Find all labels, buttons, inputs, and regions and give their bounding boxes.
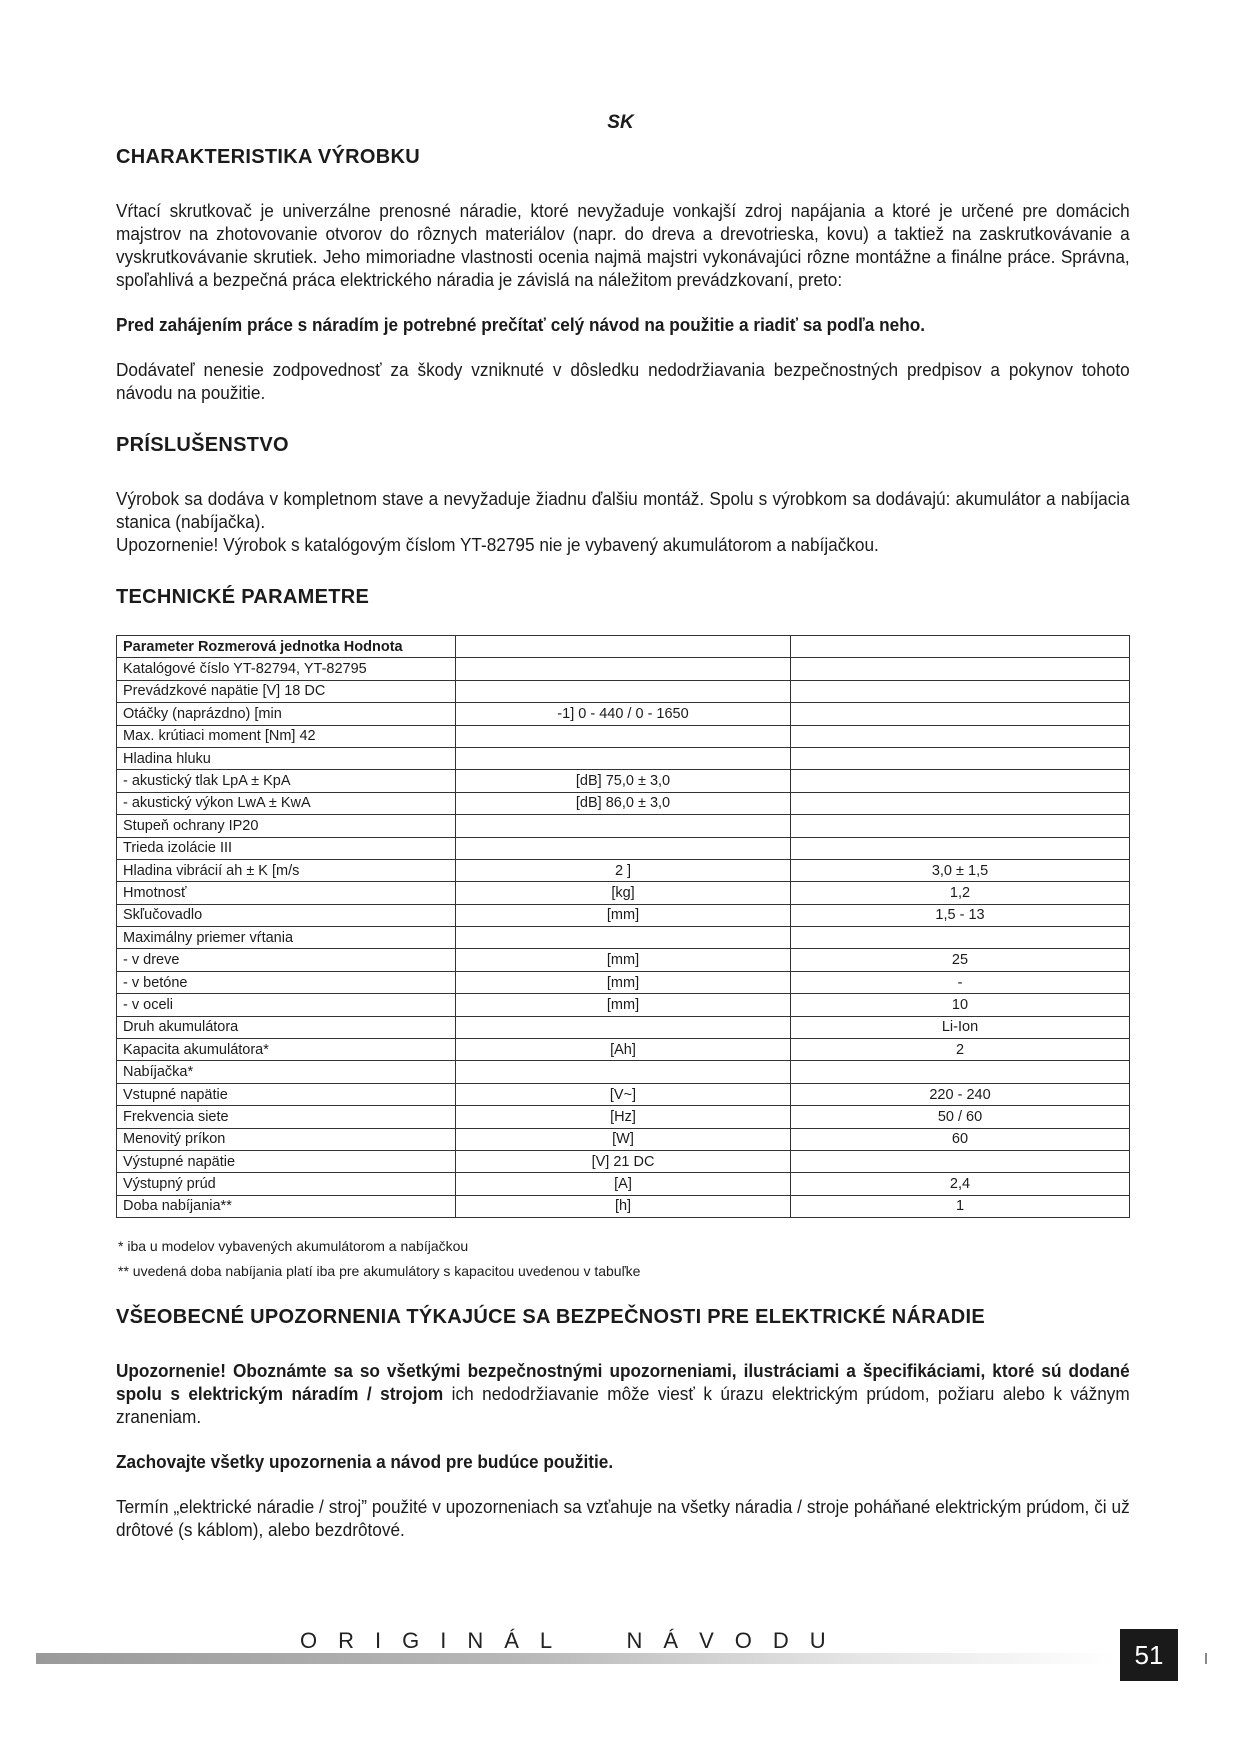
table-cell: 60: [791, 1128, 1130, 1150]
table-cell: Frekvencia siete: [117, 1106, 456, 1128]
table-cell: - v betóne: [117, 971, 456, 993]
table-cell: [791, 927, 1130, 949]
accessories-title: PRÍSLUŠENSTVO: [116, 434, 289, 456]
table-row: [117, 882, 1130, 904]
table-cell: Otáčky (naprázdno) [min: [117, 703, 456, 725]
table-cell: [456, 837, 791, 859]
table-row: [117, 1016, 1130, 1038]
table-cell: [456, 927, 791, 949]
characteristics-paragraph: Vŕtací skrutkovač je univerzálne prenosné náradie, ktoré nevyžaduje vonkajší zdroj napájania a ktoré je určené pre domácich majstrov na zhotovovanie otvorov do rôznych materiálov (napr. do dreva a drevotrieska, kovu) a taktiež na zaskrutkovávanie a vyskrutkovávanie skrutiek. Jeho mimoriadne vlastnosti ocenia najmä majstri vykonávajúci rôzne montážne a finálne práce. Správna, spoľahlivá a bezpečná práca elektrického náradia je závislá na náležitom prevádzkovaní, preto:: [116, 200, 1130, 290]
table-cell: [mm]: [456, 904, 791, 926]
table-cell: [456, 658, 791, 680]
table-cell: Doba nabíjania**: [117, 1195, 456, 1217]
table-cell: Kapacita akumulátora*: [117, 1039, 456, 1061]
table-cell: Maximálny priemer vŕtania: [117, 927, 456, 949]
language-code: SK: [607, 112, 634, 133]
table-cell: [dB] 86,0 ± 3,0: [456, 792, 791, 814]
table-cell: Prevádzkové napätie [V] 18 DC: [117, 680, 456, 702]
safety-warning-bold: Upozornenie! Oboznámte sa so všetkými bezpečnostnými upozorneniami, ilustráciami a špecifikáciami, ktoré sú dodané spolu s elektrickým náradím / strojom: [116, 1360, 1130, 1405]
table-cell: [791, 636, 1130, 658]
table-row: [117, 1083, 1130, 1105]
table-row: [117, 1173, 1130, 1195]
table-cell: Skľučovadlo: [117, 904, 456, 926]
table-cell: [V~]: [456, 1083, 791, 1105]
table-cell: 25: [791, 949, 1130, 971]
table-row: [117, 1106, 1130, 1128]
table-cell: [V] 21 DC: [456, 1150, 791, 1172]
table-row: [117, 636, 1130, 658]
table-cell: - v dreve: [117, 949, 456, 971]
table-cell: Druh akumulátora: [117, 1016, 456, 1038]
table-cell: 1,2: [791, 882, 1130, 904]
table-cell: 10: [791, 994, 1130, 1016]
table-cell: -: [791, 971, 1130, 993]
page-number: 51: [1120, 1629, 1178, 1681]
table-cell: Vstupné napätie: [117, 1083, 456, 1105]
table-cell: Menovitý príkon: [117, 1128, 456, 1150]
table-cell: [mm]: [456, 994, 791, 1016]
table-cell: [456, 1061, 791, 1083]
table-cell: [456, 680, 791, 702]
table-cell: [W]: [456, 1128, 791, 1150]
table-cell: Hmotnosť: [117, 882, 456, 904]
table-cell: Hladina vibrácií ah ± K [m/s: [117, 859, 456, 881]
keep-instructions: Zachovajte všetky upozornenia a návod pre budúce použitie.: [116, 1451, 614, 1473]
accessories-paragraph: Výrobok sa dodáva v kompletnom stave a nevyžaduje žiadnu ďalšiu montáž. Spolu s výrobkom sa dodávajú: akumulátor a nabíjacia stanica (nabíjačka).: [116, 488, 1130, 532]
table-cell: [791, 1061, 1130, 1083]
table-cell: 220 - 240: [791, 1083, 1130, 1105]
supplier-liability-paragraph: Dodávateľ nenesie zodpovednosť za škody vzniknuté v dôsledku nedodržiavania bezpečnostných predpisov a pokynov tohoto návodu na použitie.: [116, 359, 1130, 403]
table-cell: [mm]: [456, 971, 791, 993]
table-cell: Nabíjačka*: [117, 1061, 456, 1083]
table-cell: Max. krútiaci moment [Nm] 42: [117, 725, 456, 747]
table-cell: [456, 815, 791, 837]
table-cell: [791, 792, 1130, 814]
characteristics-title: CHARAKTERISTIKA VÝROBKU: [116, 146, 420, 168]
table-cell: Hladina hluku: [117, 747, 456, 769]
footer-gradient-bar: [36, 1653, 1116, 1664]
table-cell: [A]: [456, 1173, 791, 1195]
table-cell: 2: [791, 1039, 1130, 1061]
table-row: [117, 658, 1130, 680]
page-content: [116, 146, 1130, 1541]
table-row: [117, 904, 1130, 926]
table-cell: [791, 837, 1130, 859]
table-cell: [456, 725, 791, 747]
table-row: [117, 1061, 1130, 1083]
table-cell: [kg]: [456, 882, 791, 904]
table-notes: [116, 1234, 1130, 1284]
table-cell: [mm]: [456, 949, 791, 971]
footer-tick: [1205, 1653, 1207, 1664]
table-cell: Katalógové číslo YT-82794, YT-82795: [117, 658, 456, 680]
table-row: [117, 994, 1130, 1016]
table-cell: [Hz]: [456, 1106, 791, 1128]
table-cell: Trieda izolácie III: [117, 837, 456, 859]
table-cell: -1] 0 - 440 / 0 - 1650: [456, 703, 791, 725]
table-cell: - akustický tlak LpA ± KpA: [117, 770, 456, 792]
table-cell: - akustický výkon LwA ± KwA: [117, 792, 456, 814]
table-row: [117, 927, 1130, 949]
table-row: [117, 1039, 1130, 1061]
table-cell: - v oceli: [117, 994, 456, 1016]
footnote-1: * iba u modelov vybavených akumulátorom a nabíjačkou: [118, 1238, 469, 1255]
table-row: [117, 1128, 1130, 1150]
table-cell: Parameter Rozmerová jednotka Hodnota: [117, 636, 456, 658]
table-cell: [791, 770, 1130, 792]
table-cell: [791, 725, 1130, 747]
table-cell: [h]: [456, 1195, 791, 1217]
table-cell: [456, 1016, 791, 1038]
table-cell: Stupeň ochrany IP20: [117, 815, 456, 837]
table-cell: [791, 680, 1130, 702]
table-row: [117, 792, 1130, 814]
table-row: [117, 971, 1130, 993]
table-row: [117, 1195, 1130, 1217]
read-manual-warning: Pred zahájením práce s náradím je potrebné prečítať celý návod na použitie a riadiť sa podľa neho.: [116, 314, 926, 335]
table-row: [117, 815, 1130, 837]
table-row: [117, 703, 1130, 725]
table-cell: 2,4: [791, 1173, 1130, 1195]
table-cell: 1: [791, 1195, 1130, 1217]
table-cell: 2 ]: [456, 859, 791, 881]
technical-title: TECHNICKÉ PARAMETRE: [116, 586, 370, 608]
footer-title: ORIGINÁL NÁVODU: [300, 1628, 847, 1653]
table-row: [117, 725, 1130, 747]
table-cell: [Ah]: [456, 1039, 791, 1061]
safety-warning-rest: ich nedodržiavanie môže viesť k úrazu elektrickým prúdom, požiaru alebo k vážnym zraneniam.: [116, 1383, 1130, 1428]
table-row: [117, 1150, 1130, 1172]
term-definition-paragraph: Termín „elektrické náradie / stroj” použité v upozorneniach sa vzťahuje na všetky náradia / stroje poháňané elektrickým prúdom, či už drôtové (s káblom), alebo bezdrôtové.: [116, 1496, 1130, 1541]
technical-parameters-table: [116, 635, 1130, 1218]
table-cell: [456, 636, 791, 658]
table-cell: [791, 815, 1130, 837]
table-row: [117, 859, 1130, 881]
table-cell: Výstupný prúd: [117, 1173, 456, 1195]
table-cell: 50 / 60: [791, 1106, 1130, 1128]
table-row: [117, 770, 1130, 792]
table-row: [117, 680, 1130, 702]
table-cell: [791, 1150, 1130, 1172]
accessories-warning: Upozornenie! Výrobok s katalógovým číslom YT-82795 nie je vybavený akumulátorom a nabíjačkou.: [116, 534, 879, 555]
safety-warning-paragraph: [116, 1359, 1130, 1428]
table-cell: Li-Ion: [791, 1016, 1130, 1038]
table-cell: [456, 747, 791, 769]
safety-title: VŠEOBECNÉ UPOZORNENIA TÝKAJÚCE SA BEZPEČNOSTI PRE ELEKTRICKÉ NÁRADIE: [116, 1306, 986, 1329]
table-cell: [dB] 75,0 ± 3,0: [456, 770, 791, 792]
table-cell: 3,0 ± 1,5: [791, 859, 1130, 881]
footnote-2: ** uvedená doba nabíjania platí iba pre akumulátory s kapacitou uvedenou v tabuľke: [118, 1263, 641, 1280]
table-cell: [791, 658, 1130, 680]
table-cell: Výstupné napätie: [117, 1150, 456, 1172]
table-row: [117, 747, 1130, 769]
table-cell: 1,5 - 13: [791, 904, 1130, 926]
table-cell: [791, 703, 1130, 725]
table-row: [117, 837, 1130, 859]
table-cell: [791, 747, 1130, 769]
table-row: [117, 949, 1130, 971]
